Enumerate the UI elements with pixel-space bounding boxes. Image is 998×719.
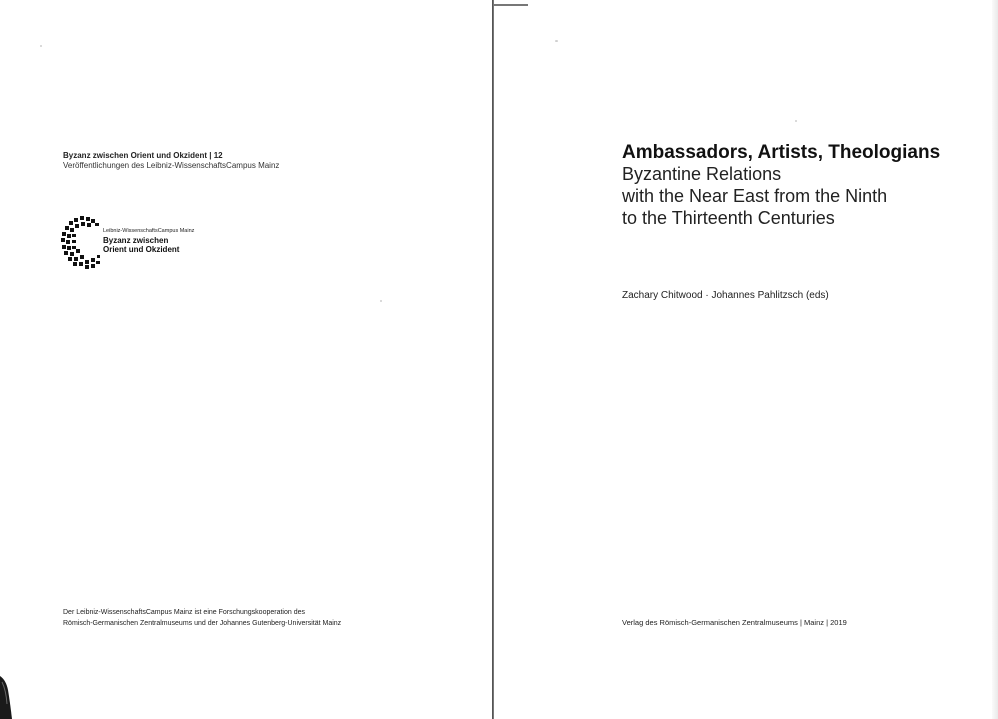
book-subtitle-line-1: Byzantine Relations xyxy=(622,164,782,184)
paper-speck xyxy=(795,120,797,122)
book-title: Ambassadors, Artists, Theologians xyxy=(622,142,941,163)
campus-note-line-1: Der Leibniz-WissenschaftsCampus Mainz ist eine Forschungskooperation des xyxy=(63,609,305,616)
editors-line: Zachary Chitwood · Johannes Pahlitzsch (eds) xyxy=(622,290,829,301)
campus-logo-icon xyxy=(60,215,104,271)
series-title: Byzanz zwischen Orient und Okzident | 12 xyxy=(63,151,223,160)
series-subtitle: Veröffentlichungen des Leibniz-WissenschaftsCampus Mainz xyxy=(63,161,280,170)
book-subtitle-line-3: to the Thirteenth Centuries xyxy=(622,208,835,228)
book-subtitle-line-2: with the Near East from the Ninth xyxy=(622,186,888,206)
paper-speck xyxy=(380,300,382,302)
publisher-line: Verlag des Römisch-Germanischen Zentralmuseums | Mainz | 2019 xyxy=(622,618,847,627)
paper-speck xyxy=(555,40,558,42)
campus-note-line-2: Römisch-Germanischen Zentralmuseums und der Johannes Gutenberg-Universität Mainz xyxy=(63,620,342,627)
logo-line-2: Orient und Okzident xyxy=(103,245,180,254)
logo-line-1: Byzanz zwischen xyxy=(103,236,169,245)
paper-speck xyxy=(40,45,42,47)
campus-logo xyxy=(60,215,210,271)
page-edge xyxy=(992,0,998,719)
scan-thumb-shadow xyxy=(0,676,14,719)
right-page xyxy=(495,0,998,719)
book-spine xyxy=(492,0,494,719)
left-page xyxy=(0,0,492,719)
logo-top-line: Leibniz-WissenschaftsCampus Mainz xyxy=(103,228,195,234)
